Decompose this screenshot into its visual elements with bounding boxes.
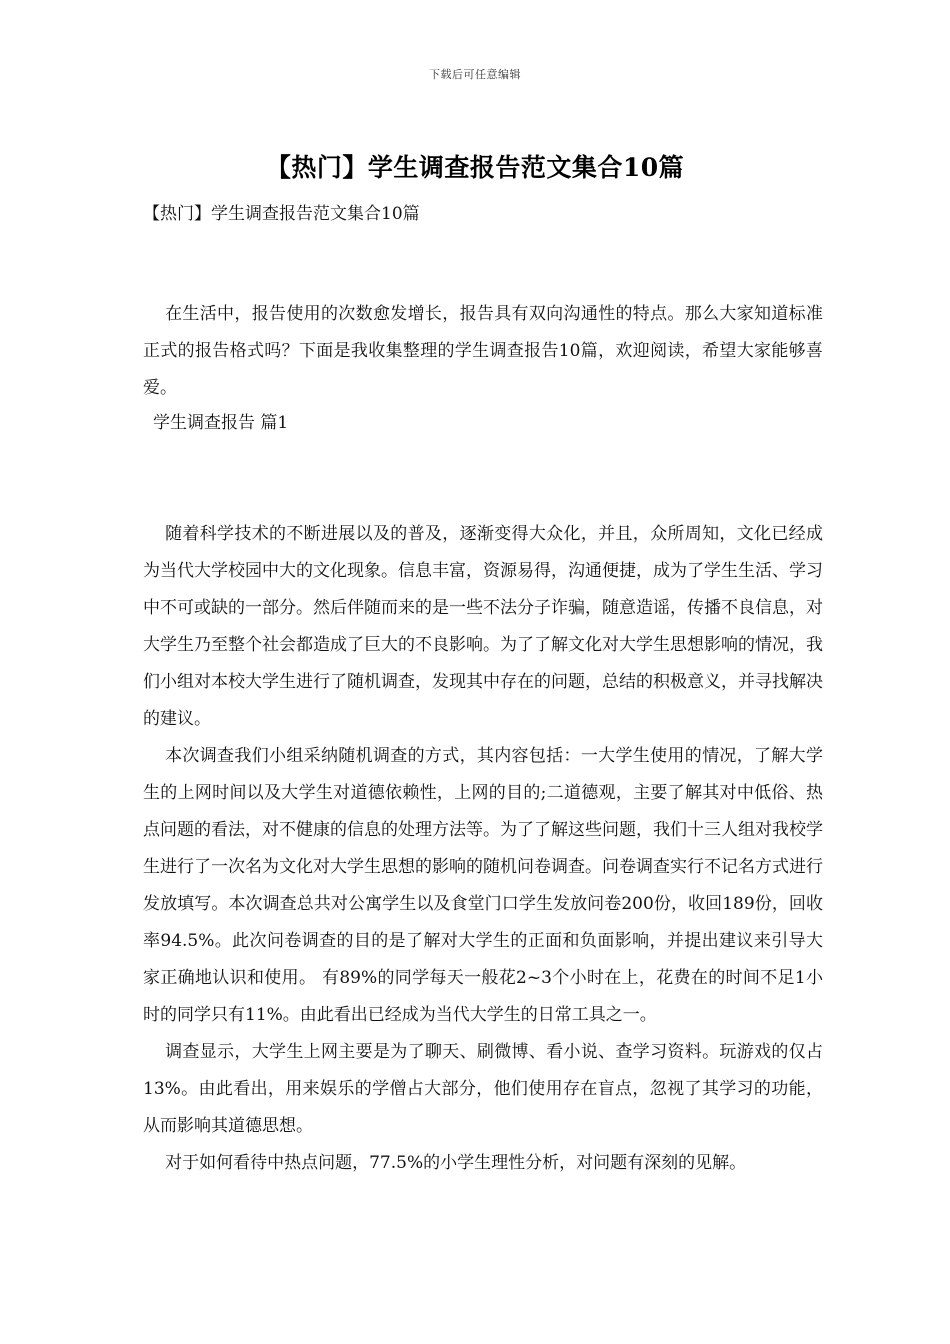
intro-paragraph: 在生活中，报告使用的次数愈发增长，报告具有双向沟通性的特点。那么大家知道标准正式的报告格式吗？下面是我收集整理的学生调查报告10篇，欢迎阅读，希望大家能够喜爱。 (143, 304, 823, 398)
header-note: 下载后可任意编辑 (429, 68, 521, 81)
document-title: 【热门】学生调查报告范文集合10篇 (265, 153, 685, 182)
intro-section (143, 296, 823, 407)
report-body (143, 516, 823, 1182)
document-subtitle: 【热门】学生调查报告范文集合10篇 (143, 204, 420, 224)
body-paragraph-1: 随着科学技术的不断进展以及的普及，逐渐变得大众化，并且，众所周知，文化已经成为当代大学校园中大的文化现象。信息丰富，资源易得，沟通便捷，成为了学生生活、学习中不可或缺的一部分。然后伴随而来的是一些不法分子诈骗，随意造谣，传播不良信息，对大学生乃至整个社会都造成了巨大的不良影响。为了了解文化对大学生思想影响的情况，我们小组对本校大学生进行了随机调查，发现其中存在的问题，总结的积极意义，并寻找解决的建议。 (143, 524, 823, 729)
body-paragraph-3: 调查显示，大学生上网主要是为了聊天、刷微博、看小说、查学习资料。玩游戏的仅占13%。由此看出，用来娱乐的学僧占大部分，他们使用存在盲点，忽视了其学习的功能，从而影响其道德思想。 (143, 1042, 823, 1136)
body-paragraph-4: 对于如何看待中热点问题，77.5%的小学生理性分析，对问题有深刻的见解。 (165, 1153, 747, 1173)
section-heading: 学生调查报告 篇1 (153, 413, 289, 433)
body-paragraph-2: 本次调查我们小组采纳随机调查的方式，其内容包括：一大学生使用的情况，了解大学生的上网时间以及大学生对道德依赖性，上网的目的;二道德观，主要了解其对中低俗、热点问题的看法，对不健康的信息的处理方法等。为了了解这些问题，我们十三人组对我校学生进行了一次名为文化对大学生思想的影响的随机问卷调查。问卷调查实行不记名方式进行发放填写。本次调查总共对公寓学生以及食堂门口学生发放问卷200份，收回189份，回收率94.5%。此次问卷调查的目的是了解对大学生的正面和负面影响，并提出建议来引导大家正确地认识和使用。 有89%的同学每天一般花2~3个小时在上，花费在的时间不足1小时的同学只有11%。由此看出已经成为当代大学生的日常工具之一。 (143, 746, 823, 1025)
